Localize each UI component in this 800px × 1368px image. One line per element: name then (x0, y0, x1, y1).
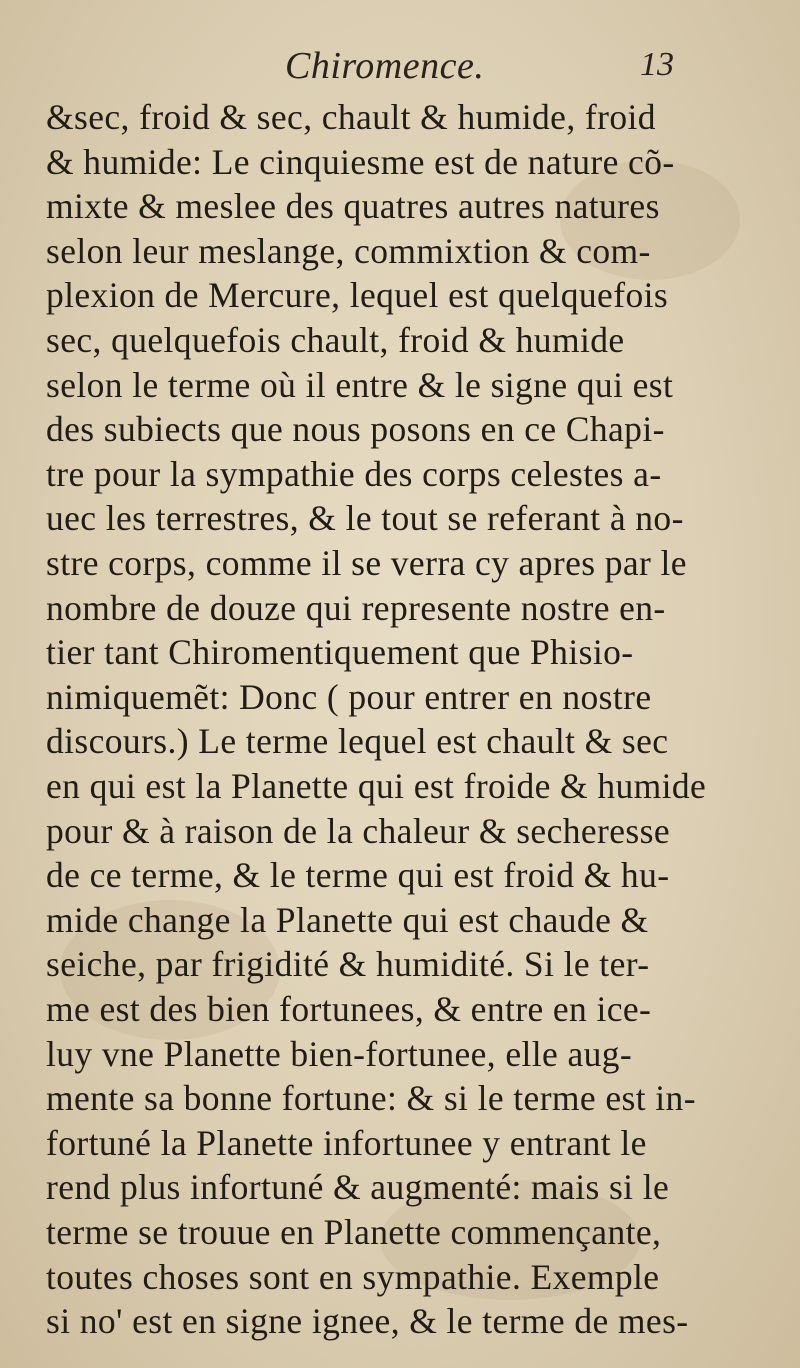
text-line: sec, quelquefois chault, froid & humide (46, 320, 625, 360)
text-line: toutes choses sont en sympathie. Exemple (46, 1256, 660, 1297)
text-line: des subiects que nous posons en ce Chapi- (46, 409, 665, 450)
text-line: stre corps, comme il se verra cy apres par le (46, 543, 687, 583)
text-line: plexion de Mercure, lequel est quelquefois (46, 275, 669, 316)
text-line: discours.) Le terme lequel est chault & sec (46, 721, 669, 762)
text-line: rend plus infortuné & augmenté: mais si le (46, 1167, 670, 1208)
text-line: tier tant Chiromentiquement que Phisio- (46, 632, 634, 673)
text-line: mide change la Planette qui est chaude & (46, 899, 649, 940)
text-line: &sec, froid & sec, chault & humide, froid (46, 97, 656, 137)
text-line: terme se trouue en Planette commençante, (46, 1212, 662, 1252)
text-line: selon leur meslange, commixtion & com- (46, 230, 651, 271)
text-line: fortuné la Planette infortunee y entrant le (46, 1122, 647, 1163)
running-head (0, 42, 800, 98)
running-title: Chiromence. (285, 45, 485, 87)
text-line: si no' est en signe ignee, & le terme de mes- (46, 1301, 689, 1342)
text-line: seiche, par frigidité & humidité. Si le ter- (46, 944, 650, 985)
text-line: tre pour la sympathie des corps celestes a- (46, 453, 662, 494)
text-line: mente sa bonne fortune: & si le terme est in- (46, 1078, 696, 1119)
text-line: & humide: Le cinquiesme est de nature cõ- (46, 141, 675, 182)
text-line: pour & à raison de la chaleur & secheresse (46, 810, 670, 851)
body-text (46, 94, 714, 1342)
text-line: luy vne Planette bien-fortunee, elle aug- (46, 1033, 633, 1074)
text-line: en qui est la Planette qui est froide & humide (46, 766, 707, 806)
text-line: nombre de douze qui represente nostre en- (46, 587, 666, 628)
page-number: 13 (640, 46, 674, 83)
text-line: de ce terme, & le terme qui est froid & hu- (46, 855, 670, 896)
text-line: uec les terrestres, & le tout se referant à no- (46, 498, 684, 539)
text-line: me est des bien fortunees, & entre en ice- (46, 989, 652, 1029)
text-line: selon le terme où il entre & le signe qui est (46, 364, 674, 405)
text-line: nimiquemẽt: Donc ( pour entrer en nostre (46, 676, 652, 717)
text-line: mixte & meslee des quatres autres natures (46, 186, 660, 227)
